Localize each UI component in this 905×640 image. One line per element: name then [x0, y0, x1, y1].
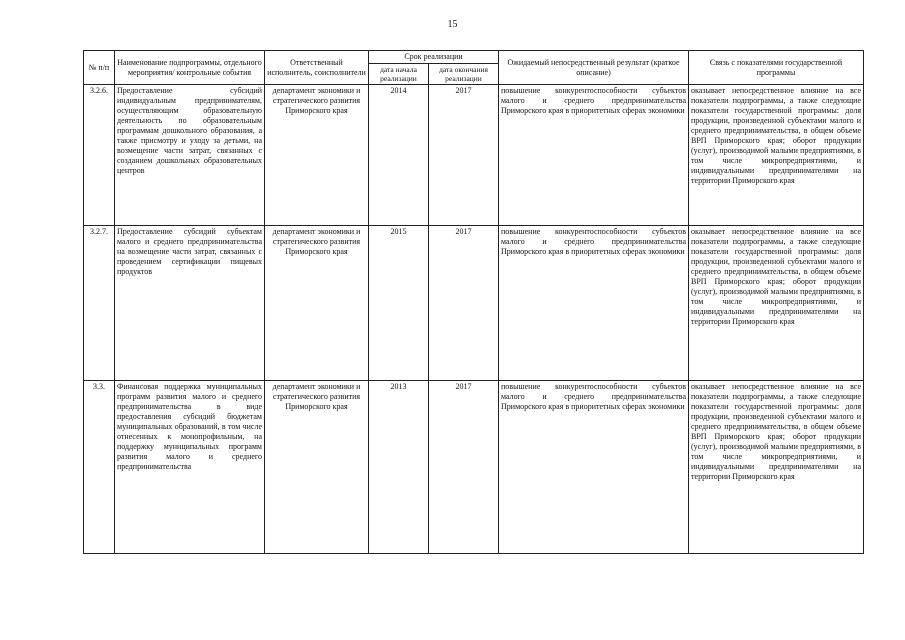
row-result: повышение конкурентоспособности субъектов малого и среднего предпринимательства Приморского края в приоритетных сферах экономики	[499, 226, 689, 381]
row-link: оказывает непосредственное влияние на все показатели подпрограммы, а также следующие показатели государственной программы: доля продукции, произведенной субъектами малого и среднего предпринимательства, в общем объеме ВРП Приморского края; оборот продукции (услуг), производимой малыми предприятиями, в том числе микропредприятиями, и индивидуальными предпринимателями на территории Приморского края	[689, 85, 864, 226]
row-name: Предоставление субсидий индивидуальным предпринимателям, осуществляющим образовательную деятельность по образовательным программам дошкольного образования, а также присмотру и уходу за детьми, на возмещение части затрат, связанных с созданием дошкольных образовательных центров	[115, 85, 265, 226]
row-name: Предоставление субсидий субъектам малого и среднего предпринимательства на возмещение части затрат, связанных с проведением сертификации пищевых продуктов	[115, 226, 265, 381]
header-end: дата окончания реализации	[429, 64, 499, 85]
row-responsible: департамент экономики и стратегического развития Приморского края	[265, 85, 369, 226]
header-link: Связь с показателями государственной программы	[689, 51, 864, 85]
header-period: Срок реализации	[369, 51, 499, 64]
row-number: 3.2.7.	[84, 226, 115, 381]
row-start: 2014	[369, 85, 429, 226]
header-result: Ожидаемый непосредственный результат (краткое описание)	[499, 51, 689, 85]
row-link: оказывает непосредственное влияние на все показатели подпрограммы, а также следующие показатели государственной программы: доля продукции, произведенной субъектами малого и среднего предпринимательства, в общем объеме ВРП Приморского края; оборот продукции (услуг), производимой малыми предприятиями, в том числе микропредприятиями, и индивидуальными предпринимателями на территории Приморского края	[689, 226, 864, 381]
row-link: оказывает непосредственное влияние на все показатели подпрограммы, а также следующие показатели государственной программы: доля продукции, произведенной субъектами малого и среднего предпринимательства, в общем объеме ВРП Приморского края; оборот продукции (услуг), производимой малыми предприятиями, в том числе микропредприятиями, и индивидуальными предпринимателями на территории Приморского края	[689, 381, 864, 554]
header-start: дата начала реализации	[369, 64, 429, 85]
row-number: 3.2.6.	[84, 85, 115, 226]
row-end: 2017	[429, 85, 499, 226]
page-number: 15	[447, 19, 458, 30]
header-row	[84, 51, 864, 64]
row-result: повышение конкурентоспособности субъектов малого и среднего предпринимательства Приморского края в приоритетных сферах экономики	[499, 85, 689, 226]
row-responsible: департамент экономики и стратегического развития Приморского края	[265, 381, 369, 554]
row-start: 2013	[369, 381, 429, 554]
table-row	[84, 381, 864, 554]
row-name: Финансовая поддержка муниципальных программ развития малого и среднего предпринимательства в виде предоставления субсидий бюджетам муниципальных образований, в том числе отнесенных к монопрофильным, на поддержку муниципальных программ развития малого и среднего предпринимательства	[115, 381, 265, 554]
row-result: повышение конкурентоспособности субъектов малого и среднего предпринимательства Приморского края в приоритетных сферах экономики	[499, 381, 689, 554]
header-responsible: Ответственный исполнитель, соисполнители	[265, 51, 369, 85]
table-row	[84, 85, 864, 226]
header-num: № п/п	[84, 51, 115, 85]
row-start: 2015	[369, 226, 429, 381]
header-name: Наименование подпрограммы, отдельного мероприятия/ контрольные события	[115, 51, 265, 85]
row-responsible: департамент экономики и стратегического развития Приморского края	[265, 226, 369, 381]
table-row	[84, 226, 864, 381]
program-table	[83, 50, 864, 554]
row-end: 2017	[429, 226, 499, 381]
row-end: 2017	[429, 381, 499, 554]
row-number: 3.3.	[84, 381, 115, 554]
